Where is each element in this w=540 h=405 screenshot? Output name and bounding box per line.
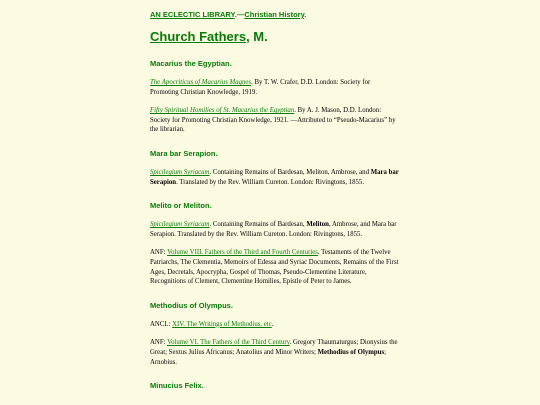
main-content xyxy=(150,0,400,391)
section-heading-minucius: Minucius Felix. xyxy=(150,381,204,391)
entry-macarius-apocriticus: The Apocriticus of Macarius Magnes. By T. W. Crafer, D.D. London: Society for Promoting Christian Knowledge, 1919. xyxy=(150,79,371,96)
page-title xyxy=(150,29,400,45)
breadcrumb-history-link[interactable]: Christian History xyxy=(244,10,305,19)
entry-link[interactable]: Volume VIII. Fathers of the Third and Fourth Centuries xyxy=(167,249,318,257)
section-heading-mara: Mara bar Serapion. xyxy=(150,148,218,158)
breadcrumb-library-link[interactable]: AN ECLECTIC LIBRARY xyxy=(150,10,235,19)
entry-methodius-anf: ANF: Volume VI. The Fathers of the Third Century. Gregory Thaumaturgus; Dionysius the Great; Sextus Julius Africanus; Anatolius and Minor Writers; Methodius of Olympus; Arnobius. xyxy=(150,339,398,366)
entry-link[interactable]: Spicilegium Syriacum xyxy=(150,221,210,229)
entry-macarius-homilies: Fifty Spiritual Homilies of St. Macarius the Egyptian. By A. J. Mason, D.D. London: Society for Promoting Christian Knowledge, 1921. —Attributed to “Pseudo-Macarius” by the librarian. xyxy=(150,107,396,134)
entry-melito-anf: ANF: Volume VIII. Fathers of the Third and Fourth Centuries. Testaments of the Twelve Patriarchs, The Clementia, Memoirs of Edessa and Syriac Documents, Remains of the First Ages, Decretals, Apocrypha, Gospel of Thomas, Pseudo-Clementine Literature, Recognitions of Clement, Clementine Homilies, Epistle of Peter to James. xyxy=(150,249,399,286)
entry-link[interactable]: Volume VI. The Fathers of the Third Century xyxy=(167,339,290,347)
section-heading-macarius: Macarius the Egyptian. xyxy=(150,59,232,68)
entry-melito-spicilegium: Spicilegium Syriacum. Containing Remains of Bardesan, Meliton, Ambrose, and Mara bar Serapion. Translated by the Rev. William Cureton. London: Rivingtons, 1855. xyxy=(150,221,397,238)
section-heading-melito: Melito or Meliton. xyxy=(150,201,212,211)
breadcrumb-separator: .— xyxy=(234,10,245,19)
breadcrumb xyxy=(150,10,400,19)
entry-link[interactable]: Spicilegium Syriacum xyxy=(150,168,210,176)
entry-link[interactable]: XIV. The Writings of Methodius, etc xyxy=(172,320,272,328)
entry-link[interactable]: Fifty Spiritual Homilies of St. Macarius the Egyptian xyxy=(150,107,295,115)
entry-methodius-ancl: ANCL: XIV. The Writings of Methodius, etc. xyxy=(150,320,274,328)
entry-link[interactable]: The Apocriticus of Macarius Magnes xyxy=(150,79,252,86)
breadcrumb-end: . xyxy=(304,10,307,19)
page-title-suffix: , M. xyxy=(246,29,268,44)
entry-mara-spicilegium: Spicilegium Syriacum. Containing Remains of Bardesan, Meliton, Ambrose, and Mara bar Serapion. Translated by the Rev. William Cureton. London: Rivingtons, 1855. xyxy=(150,168,399,186)
page-title-link[interactable]: Church Fathers xyxy=(150,29,247,44)
section-heading-methodius: Methodius of Olympus. xyxy=(150,300,233,310)
